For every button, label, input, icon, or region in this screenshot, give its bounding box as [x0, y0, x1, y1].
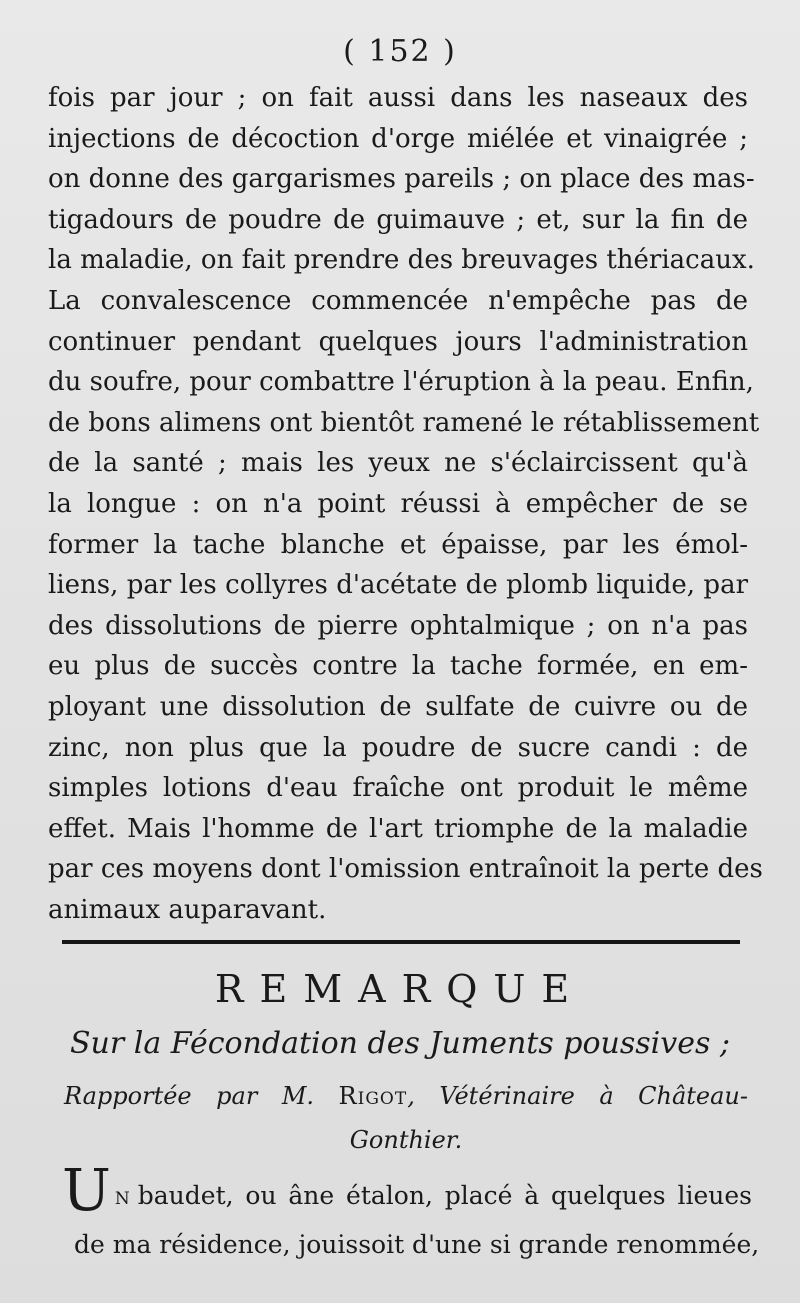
text-line: injections de décoction d'orge miélée et vinaigrée ; — [48, 123, 748, 154]
text-line: effet. Mais l'homme de l'art triomphe de la maladie — [48, 813, 748, 844]
text-line: de la santé ; mais les yeux ne s'éclaircissent qu'à — [48, 448, 748, 479]
page-number: ( 152 ) — [343, 34, 457, 69]
attribution — [64, 1074, 748, 1162]
text-line: ployant une dissolution de sulfate de cuivre ou de — [48, 691, 748, 722]
text-line: par ces moyens dont l'omission entraînoit la perte des — [48, 854, 763, 885]
attribution-line-1 — [64, 1074, 748, 1118]
opening-line-1-text: baudet, ou âne étalon, placé à quelques lieues — [137, 1181, 752, 1210]
opening-paragraph — [62, 1156, 760, 1268]
text-line: on donne des gargarismes pareils ; on place des mas- — [48, 164, 755, 195]
text-line: zinc, non plus que la poudre de sucre candi : de — [48, 732, 748, 763]
opening-line-1 — [62, 1156, 752, 1224]
author-name: Rigot — [338, 1082, 408, 1110]
text-line: former la tache blanche et épaisse, par les émol- — [48, 529, 748, 560]
opening-line-2: de ma résidence, jouissoit d'une si grande renommée, — [74, 1230, 760, 1259]
drop-cap: U — [62, 1156, 111, 1224]
section-heading: REMARQUE — [214, 967, 586, 1011]
text-line: simples lotions d'eau fraîche ont produit le même — [48, 773, 748, 804]
small-cap-letter: N — [114, 1189, 130, 1209]
text-line: de bons alimens ont bientôt ramené le rétablissement — [48, 407, 760, 438]
section-divider — [62, 940, 740, 944]
text-line: animaux auparavant. — [48, 894, 327, 925]
section-subheading: Sur la Fécondation des Juments poussives ; — [70, 1026, 730, 1061]
text-line: la maladie, on fait prendre des breuvages thériacaux. — [48, 245, 755, 276]
body-text — [48, 78, 763, 930]
text-line: liens, par les collyres d'acétate de plomb liquide, par — [48, 570, 748, 601]
text-line: tigadours de poudre de guimauve ; et, sur la fin de — [48, 204, 748, 235]
attribution-prefix: Rapportée par M. — [64, 1082, 315, 1110]
text-line: continuer pendant quelques jours l'administration — [48, 326, 748, 357]
text-line: La convalescence commencée n'empêche pas de — [48, 285, 748, 316]
text-line: du soufre, pour combattre l'éruption à la peau. Enfin, — [48, 367, 754, 398]
attribution-line-2: Gonthier. — [349, 1126, 463, 1154]
text-line: la longue : on n'a point réussi à empêcher de se — [48, 488, 748, 519]
text-line: fois par jour ; on fait aussi dans les naseaux des — [48, 83, 748, 113]
text-line: eu plus de succès contre la tache formée, en em- — [48, 651, 748, 682]
attribution-suffix: , Vétérinaire à Château- — [407, 1082, 748, 1110]
text-line: des dissolutions de pierre ophtalmique ; on n'a pas — [48, 610, 748, 641]
